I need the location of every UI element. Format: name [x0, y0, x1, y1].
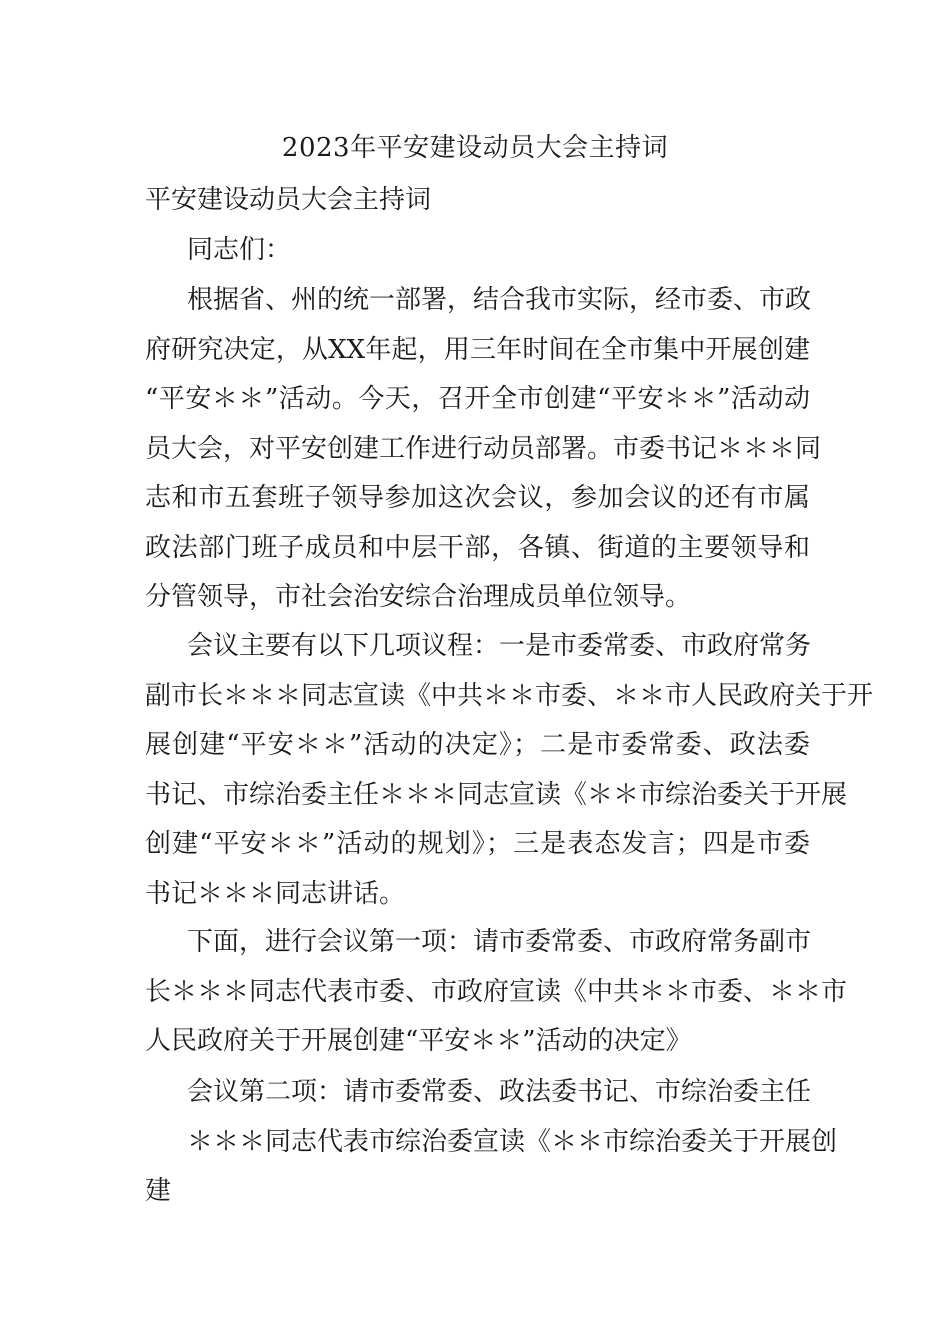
- paragraph-line: ＊＊＊同志代表市综治委宣读《＊＊市综治委关于开展创: [187, 1126, 838, 1157]
- paragraph-line: 人民政府关于开展创建“平安＊＊”活动的决定》: [145, 1026, 692, 1056]
- paragraph-line: 书记＊＊＊同志讲话。: [145, 878, 406, 909]
- paragraph-agenda: [145, 622, 874, 919]
- paragraph-item-two: [145, 1068, 838, 1217]
- paragraph-line: 建: [145, 1176, 172, 1206]
- paragraph-line: 下面，进行会议第一项：请市委常委、市政府常务副市: [187, 927, 812, 957]
- paragraph-line: 根据省、州的统一部署，结合我市实际，经市委、市政: [187, 285, 812, 315]
- paragraph-line: 员大会，对平安创建工作进行动员部署。市委书记＊＊＊同: [145, 433, 822, 464]
- paragraph-line: 会议第二项：请市委常委、政法委书记、市综治委主任: [187, 1077, 812, 1107]
- document-title: 2023年平安建设动员大会主持词: [281, 133, 669, 163]
- paragraph-line: 分管领导，市社会治安综合治理成员单位领导。: [145, 582, 692, 612]
- paragraph-line: 书记、市综治委主任＊＊＊同志宣读《＊＊市综治委关于开展: [145, 779, 848, 810]
- paragraph-line: 政法部门班子成员和中层干部，各镇、街道的主要领导和: [145, 532, 810, 563]
- paragraph-line: 志和市五套班子领导参加这次会议，参加会议的还有市属: [145, 483, 810, 513]
- paragraph-line: 长＊＊＊同志代表市委、市政府宣读《中共＊＊市委、＊＊市: [145, 976, 848, 1007]
- paragraph-line: 副市长＊＊＊同志宣读《中共＊＊市委、＊＊市人民政府关于开: [145, 680, 874, 711]
- document-subtitle: 平安建设动员大会主持词: [145, 185, 432, 215]
- paragraph-line: 同志们：: [187, 235, 292, 265]
- paragraph-item-one: [145, 918, 848, 1067]
- paragraph-greeting: [145, 226, 810, 276]
- paragraph-line: 府研究决定，从XX年起，用三年时间在全市集中开展创建: [145, 334, 810, 365]
- paragraph-line: 创建“平安＊＊”活动的规划》；三是表态发言；四是市委: [145, 829, 810, 859]
- paragraph-line: 展创建“平安＊＊”活动的决定》；二是市委常委、政法委: [145, 730, 810, 760]
- paragraph-intro: [145, 276, 822, 623]
- paragraph-line: “平安＊＊”活动。今天，召开全市创建“平安＊＊”活动动: [145, 384, 810, 414]
- paragraph-line: 会议主要有以下几项议程：一是市委常委、市政府常务: [187, 631, 812, 661]
